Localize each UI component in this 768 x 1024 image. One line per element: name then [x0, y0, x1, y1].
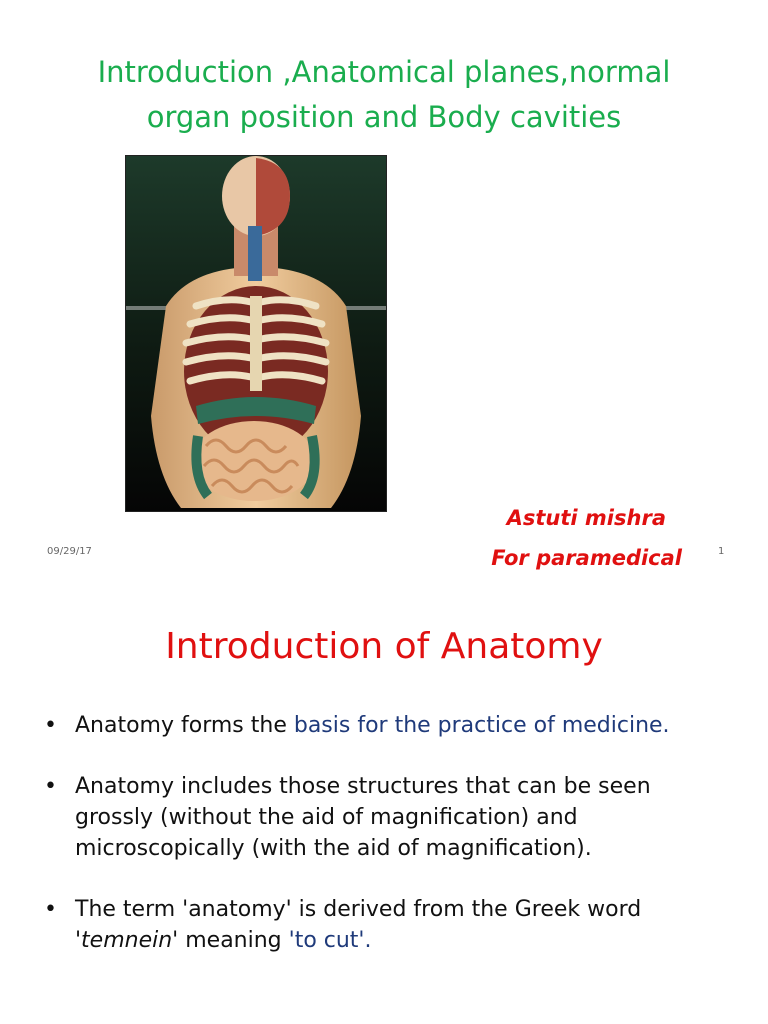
title-line-2: organ position and Body cavities [146, 100, 622, 134]
slide-number: 1 [718, 546, 725, 557]
title-line-1: Introduction ,Anatomical planes,normal [97, 55, 671, 89]
list-item: • Anatomy includes those structures that can be seen grossly (without the aid of magnification) and microscopically (with the aid of magnification). [44, 771, 724, 864]
highlighted-text: basis for the practice of medicine. [293, 713, 670, 738]
anatomical-torso-model-photo [125, 155, 387, 512]
slide-title [20, 50, 748, 140]
audience-label: For paramedical [491, 546, 682, 570]
list-item: • The term 'anatomy' is derived from the Greek word 'temnein' meaning 'to cut'. [44, 894, 724, 956]
bullet-icon: • [44, 713, 57, 738]
slide-title: Introduction of Anatomy [165, 626, 603, 667]
bullet-icon: • [44, 897, 57, 922]
author-name: Astuti mishra [506, 506, 666, 530]
bullet-list [44, 710, 724, 986]
bullet-icon: • [44, 774, 57, 799]
list-item: • Anatomy forms the basis for the practice of medicine. [44, 710, 724, 741]
slide-date: 09/29/17 [47, 546, 92, 557]
highlighted-text: 'to cut'. [288, 928, 372, 953]
torso-model-illustration [126, 156, 386, 511]
content-slide [0, 590, 768, 1024]
greek-word: 'temnein' [75, 928, 179, 953]
